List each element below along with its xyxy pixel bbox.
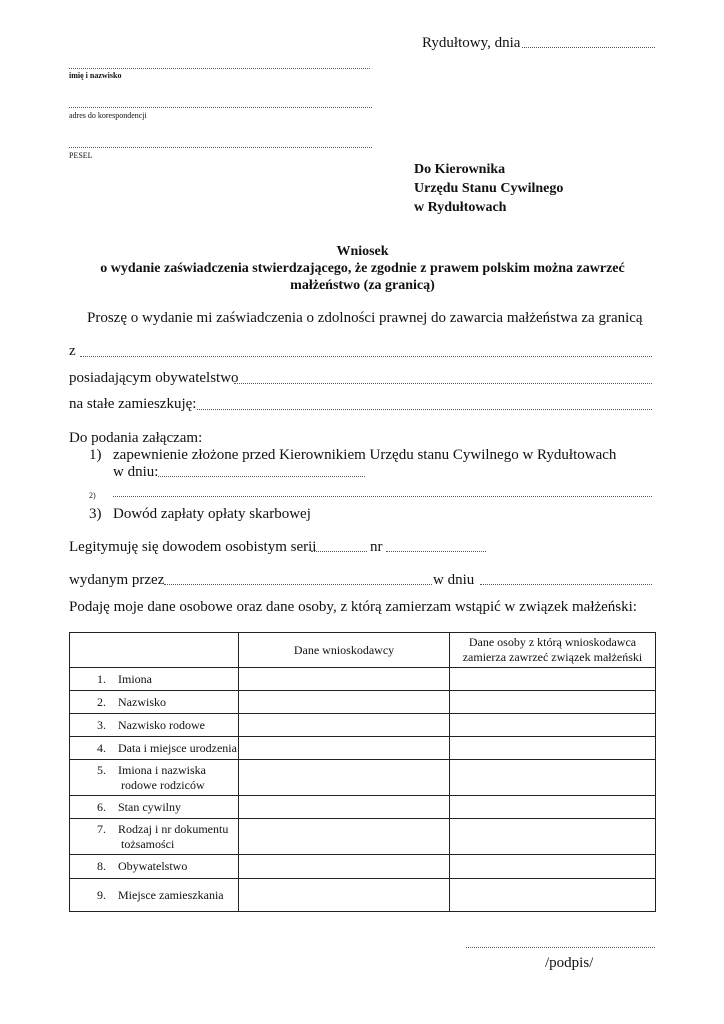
- attachment-3-text: Dowód zapłaty opłaty skarbowej: [113, 506, 311, 522]
- citizenship-label: posiadającym obywatelstwo: [69, 370, 239, 386]
- pesel-field-label: PESEL: [69, 151, 93, 160]
- partner-cell[interactable]: [450, 691, 656, 714]
- title-line-3: małżeństwo (za granicą): [290, 278, 435, 293]
- partner-cell[interactable]: [450, 879, 656, 912]
- addressee-line: Urzędu Stanu Cywilnego: [414, 181, 564, 196]
- row-number: 1.: [97, 671, 106, 686]
- table-row: [70, 796, 656, 819]
- attachment-1-num: 1): [89, 447, 102, 463]
- partner-cell[interactable]: [450, 796, 656, 819]
- row-label: Nazwisko rodowe: [118, 717, 205, 732]
- row-number: 2.: [97, 694, 106, 709]
- pesel-field[interactable]: [69, 147, 372, 148]
- applicant-column-header: Dane wnioskodawcy: [239, 633, 450, 668]
- row-number: 5.: [97, 762, 106, 777]
- row-label-cell: [70, 760, 239, 796]
- row-label: Obywatelstwo: [118, 859, 188, 873]
- id-series-label: Legitymuję się dowodem osobistym serii: [69, 539, 317, 555]
- partner-cell[interactable]: [450, 737, 656, 760]
- applicant-cell[interactable]: [239, 879, 450, 912]
- attachments-intro: Do podania załączam:: [69, 430, 203, 446]
- row-label-line: Imiona i nazwiska: [118, 762, 206, 777]
- z-field[interactable]: [80, 356, 652, 357]
- row-number: 8.: [97, 859, 106, 873]
- row-label-line: Rodzaj i nr dokumentu: [118, 821, 229, 836]
- partner-header-line-2: zamierza zawrzeć związek małżeński: [462, 650, 643, 664]
- partner-cell[interactable]: [450, 855, 656, 879]
- addressee-line: w Rydułtowach: [414, 200, 507, 215]
- applicant-cell[interactable]: [239, 819, 450, 855]
- name-field-label: imię i nazwisko: [69, 71, 122, 80]
- row-label: Imiona: [118, 671, 152, 686]
- id-number-label: nr: [370, 539, 383, 555]
- table-row: [70, 879, 656, 912]
- table-header-row: [70, 633, 656, 668]
- row-label-line: tożsamości: [121, 836, 175, 851]
- addressee-block: [414, 160, 563, 217]
- row-label-cell: [70, 737, 239, 760]
- request-text: Proszę o wydanie mi zaświadczenia o zdolności prawnej do zawarcia małżeństwa za granicą: [87, 310, 643, 326]
- issued-by-field[interactable]: [164, 584, 432, 585]
- personal-data-intro: Podaję moje dane osobowe oraz dane osoby, z którą zamierzam wstąpić w związek małżeński:: [69, 599, 637, 615]
- attachment-3-num: 3): [89, 506, 102, 522]
- row-label: [118, 763, 206, 793]
- personal-data-table: [69, 632, 656, 912]
- id-series-field[interactable]: [311, 551, 367, 552]
- issued-date-label: w dniu: [433, 572, 475, 588]
- row-label: Stan cywilny: [118, 799, 181, 814]
- attachment-2-field[interactable]: [113, 496, 652, 497]
- applicant-cell[interactable]: [239, 691, 450, 714]
- row-label: Data i miejsce urodzenia: [118, 740, 237, 755]
- addressee-line: Do Kierownika: [414, 162, 506, 177]
- row-label: Nazwisko: [118, 694, 166, 709]
- partner-cell[interactable]: [450, 668, 656, 691]
- document-title: [69, 243, 656, 294]
- name-field[interactable]: [69, 68, 370, 69]
- row-number: 9.: [97, 887, 106, 902]
- row-number: 6.: [97, 799, 106, 814]
- table-row: [70, 691, 656, 714]
- partner-cell[interactable]: [450, 714, 656, 737]
- row-label-cell: [70, 796, 239, 819]
- address-field-label: adres do korespondencji: [69, 111, 147, 120]
- table-corner-cell: [70, 633, 239, 668]
- issued-date-field[interactable]: [480, 584, 652, 585]
- z-label: z: [69, 343, 76, 359]
- table-row: [70, 819, 656, 855]
- issued-by-label: wydanym przez: [69, 572, 165, 588]
- row-label-line: rodowe rodziców: [121, 777, 205, 792]
- residence-label: na stałe zamieszkuję:: [69, 396, 197, 412]
- id-number-field[interactable]: [386, 551, 486, 552]
- attachment-1-text: zapewnienie złożone przed Kierownikiem Urzędu stanu Cywilnego w Rydułtowach: [113, 447, 617, 463]
- row-label-cell: [70, 668, 239, 691]
- row-label-cell: [70, 879, 239, 912]
- attachment-1-date-field[interactable]: [158, 476, 365, 477]
- citizenship-field[interactable]: [234, 383, 652, 384]
- applicant-cell[interactable]: [239, 668, 450, 691]
- attachment-2-num: 2): [89, 491, 96, 500]
- row-number: 3.: [97, 717, 106, 732]
- applicant-cell[interactable]: [239, 737, 450, 760]
- partner-cell[interactable]: [450, 819, 656, 855]
- row-label-cell: [70, 691, 239, 714]
- table-row: [70, 855, 656, 879]
- table-row: [70, 737, 656, 760]
- row-number: 4.: [97, 740, 106, 755]
- table-row: [70, 760, 656, 796]
- residence-field[interactable]: [197, 409, 652, 410]
- row-label-cell: [70, 855, 239, 879]
- title-line-1: Wniosek: [336, 244, 389, 259]
- applicant-cell[interactable]: [239, 796, 450, 819]
- applicant-cell[interactable]: [239, 855, 450, 879]
- applicant-cell[interactable]: [239, 714, 450, 737]
- row-number: 7.: [97, 821, 106, 836]
- title-line-2: o wydanie zaświadczenia stwierdzającego, że zgodnie z prawem polskim można zawrzeć: [100, 261, 625, 276]
- table-row: [70, 668, 656, 691]
- row-label-cell: [70, 714, 239, 737]
- date-field[interactable]: [522, 47, 655, 48]
- signature-label: /podpis/: [545, 955, 594, 971]
- partner-column-header: [450, 633, 656, 668]
- partner-cell[interactable]: [450, 760, 656, 796]
- place-date-label: Rydułtowy, dnia: [422, 35, 521, 51]
- attachment-1-date-label: w dniu:: [113, 464, 159, 480]
- row-label: Miejsce zamieszkania: [118, 887, 224, 902]
- table-row: [70, 714, 656, 737]
- row-label: [118, 822, 228, 852]
- address-field[interactable]: [69, 107, 372, 108]
- applicant-cell[interactable]: [239, 760, 450, 796]
- partner-header-line-1: Dane osoby z którą wnioskodawca: [468, 635, 637, 649]
- signature-field[interactable]: [466, 947, 655, 948]
- row-label-cell: [70, 819, 239, 855]
